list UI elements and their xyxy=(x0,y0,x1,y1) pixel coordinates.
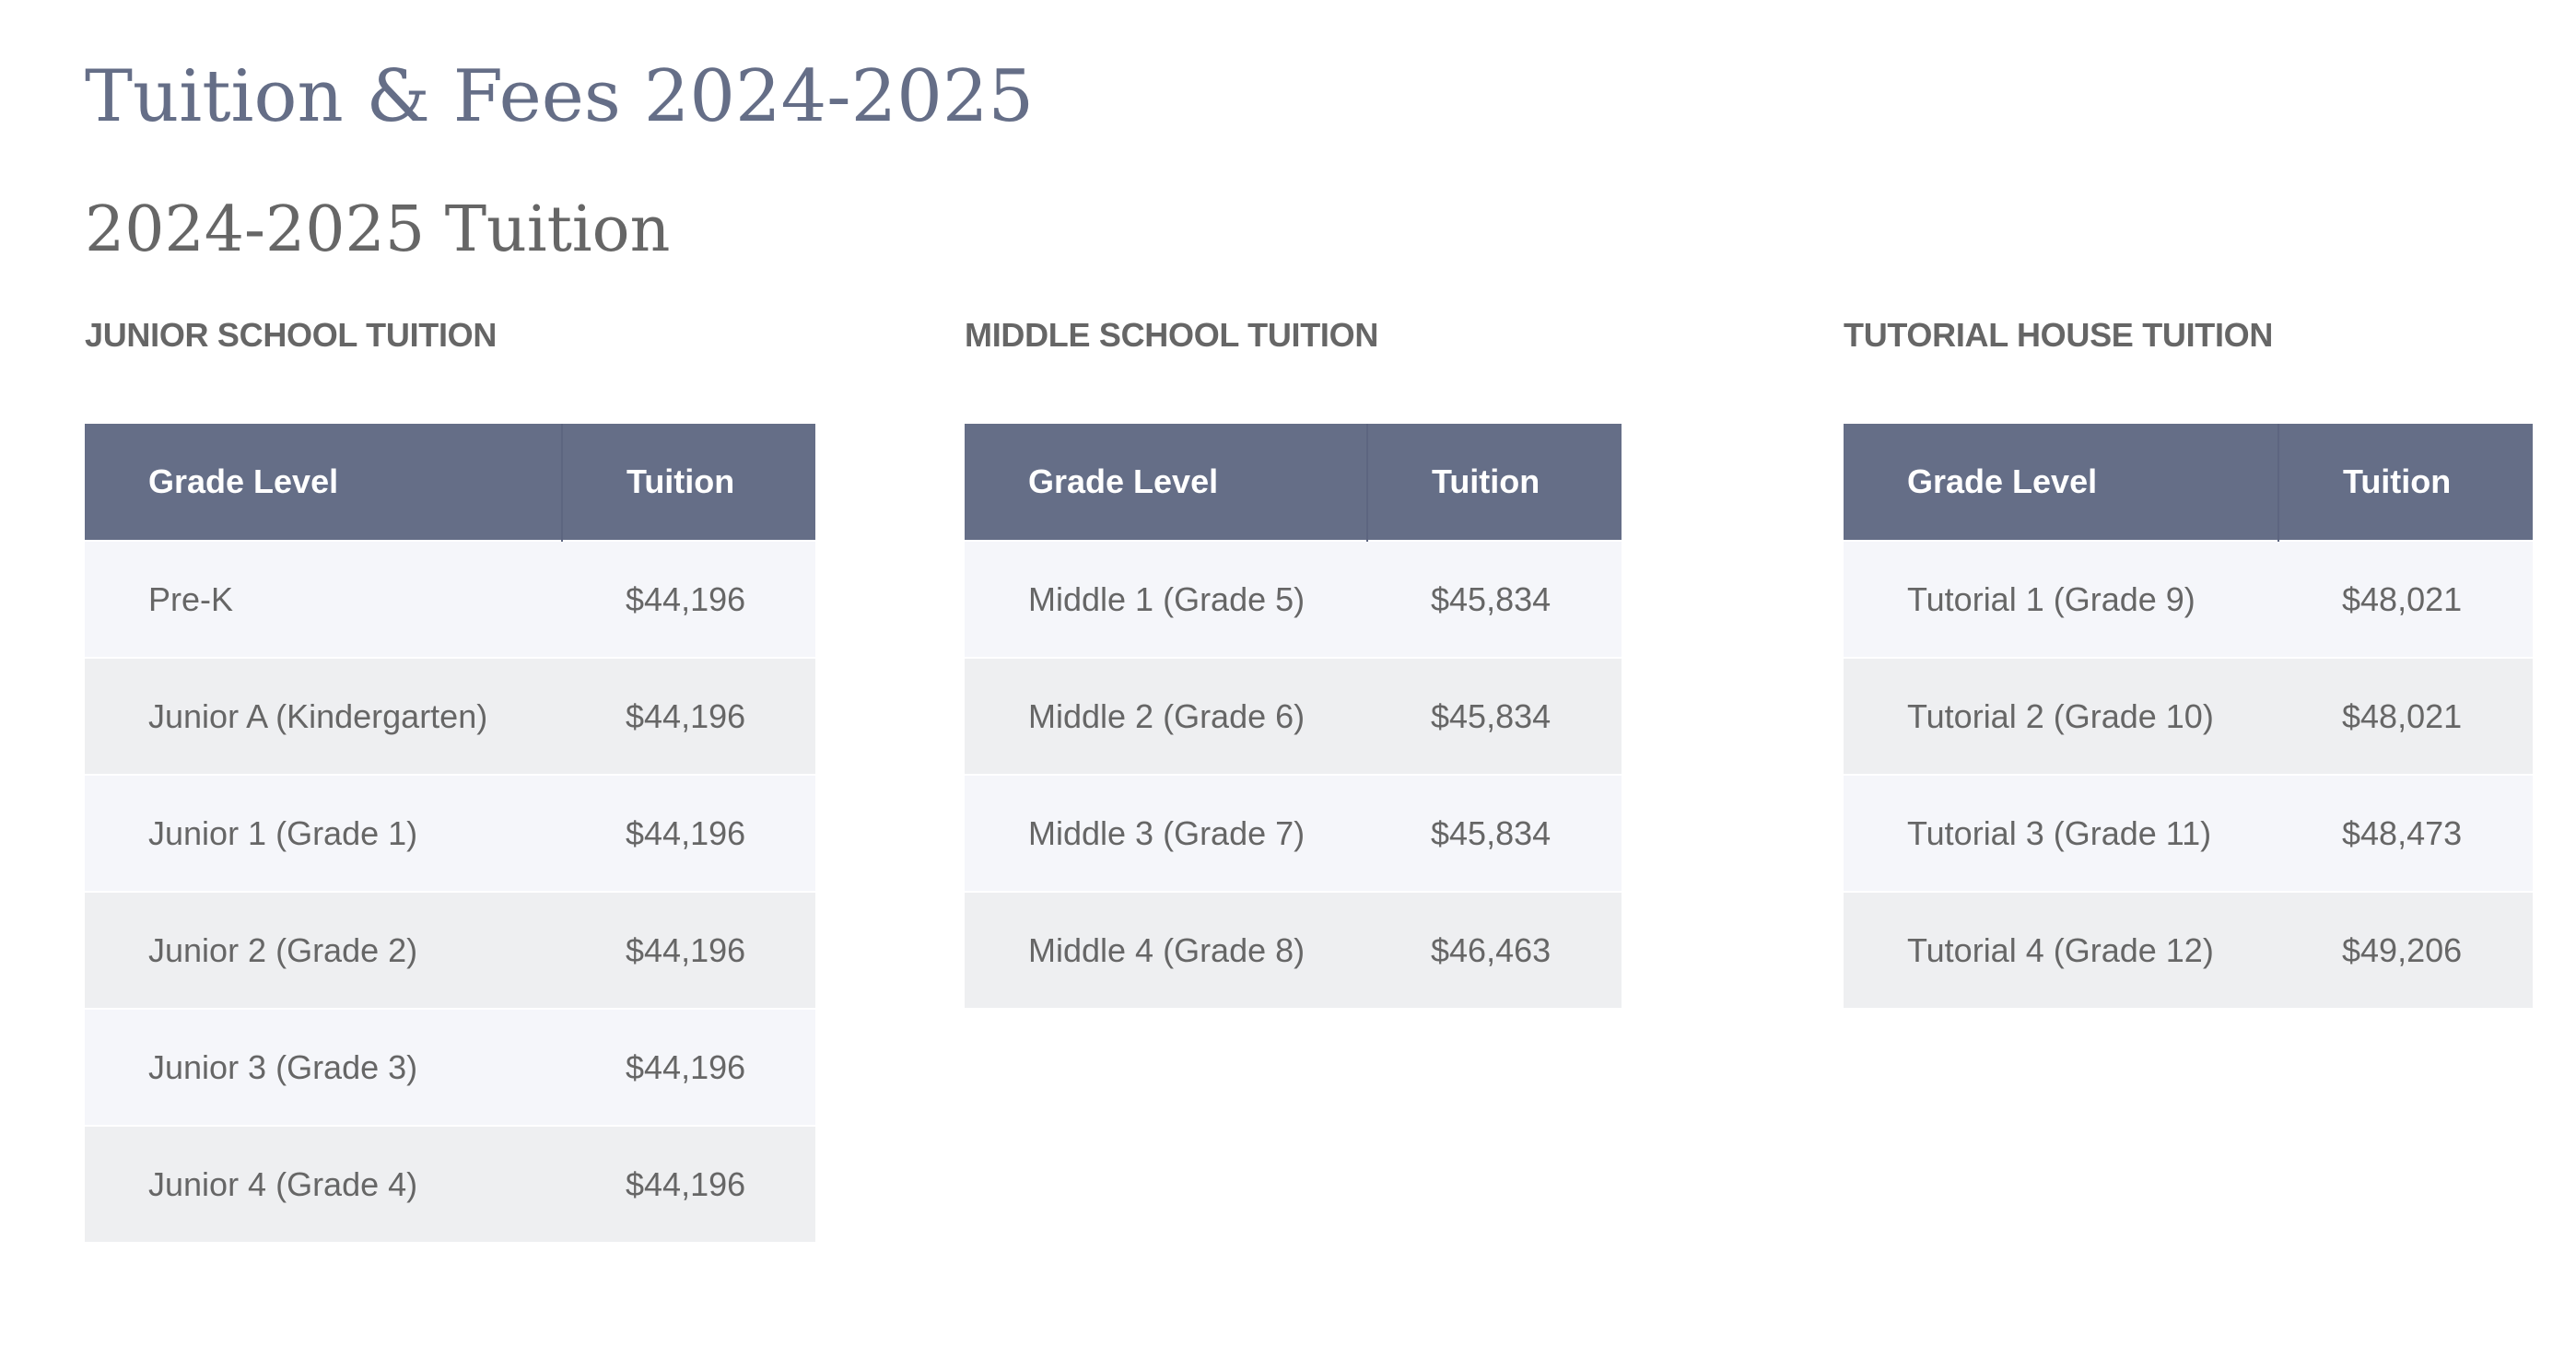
middle-school-section xyxy=(965,313,1622,969)
table-row xyxy=(965,775,1622,892)
tuition-cell: $44,196 xyxy=(562,892,815,1009)
tuition-cell: $48,021 xyxy=(2278,541,2533,658)
table-row xyxy=(1844,892,2533,1008)
grade-cell: Middle 1 (Grade 5) xyxy=(965,541,1367,658)
tuition-cell: $44,196 xyxy=(562,775,815,892)
table-row xyxy=(85,775,815,892)
junior-school-section xyxy=(85,313,815,1203)
tuition-cell: $48,021 xyxy=(2278,658,2533,775)
grade-cell: Middle 4 (Grade 8) xyxy=(965,892,1367,1008)
junior-school-table xyxy=(85,424,815,1242)
page-title: Tuition & Fees 2024-2025 xyxy=(85,55,1035,138)
tutorial-house-heading: TUTORIAL HOUSE TUITION xyxy=(1844,316,2274,354)
grade-cell: Middle 2 (Grade 6) xyxy=(965,658,1367,775)
table-row xyxy=(85,1126,815,1242)
grade-level-column-header: Grade Level xyxy=(85,424,562,541)
tuition-cell: $44,196 xyxy=(562,658,815,775)
tuition-cell: $49,206 xyxy=(2278,892,2533,1008)
junior-school-heading: JUNIOR SCHOOL TUITION xyxy=(85,316,498,354)
middle-school-table xyxy=(965,424,1622,1008)
tuition-cell: $45,834 xyxy=(1367,775,1622,892)
grade-cell: Tutorial 4 (Grade 12) xyxy=(1844,892,2278,1008)
table-row xyxy=(85,892,815,1009)
grade-cell: Tutorial 2 (Grade 10) xyxy=(1844,658,2278,775)
grade-level-column-header: Grade Level xyxy=(1844,424,2278,541)
tuition-cell: $45,834 xyxy=(1367,541,1622,658)
middle-school-heading: MIDDLE SCHOOL TUITION xyxy=(965,316,1379,354)
table-row xyxy=(1844,658,2533,775)
tuition-cell: $44,196 xyxy=(562,1126,815,1242)
grade-cell: Junior 2 (Grade 2) xyxy=(85,892,562,1009)
tuition-cell: $48,473 xyxy=(2278,775,2533,892)
grade-cell: Pre-K xyxy=(85,541,562,658)
section-title: 2024-2025 Tuition xyxy=(85,193,671,266)
table-row xyxy=(85,541,815,658)
tutorial-house-table xyxy=(1844,424,2533,1008)
grade-cell: Junior 4 (Grade 4) xyxy=(85,1126,562,1242)
table-row xyxy=(85,658,815,775)
grade-cell: Junior 3 (Grade 3) xyxy=(85,1009,562,1126)
tuition-cell: $45,834 xyxy=(1367,658,1622,775)
table-row xyxy=(965,541,1622,658)
grade-level-column-header: Grade Level xyxy=(965,424,1367,541)
table-header-row xyxy=(85,424,815,541)
table-header-row xyxy=(965,424,1622,541)
table-row xyxy=(1844,775,2533,892)
table-row xyxy=(85,1009,815,1126)
tutorial-house-section xyxy=(1844,313,2533,969)
table-row xyxy=(1844,541,2533,658)
table-row xyxy=(965,892,1622,1008)
tuition-cell: $44,196 xyxy=(562,1009,815,1126)
grade-cell: Middle 3 (Grade 7) xyxy=(965,775,1367,892)
tuition-column-header: Tuition xyxy=(1367,424,1622,541)
grade-cell: Tutorial 3 (Grade 11) xyxy=(1844,775,2278,892)
grade-cell: Junior A (Kindergarten) xyxy=(85,658,562,775)
table-header-row xyxy=(1844,424,2533,541)
table-row xyxy=(965,658,1622,775)
grade-cell: Junior 1 (Grade 1) xyxy=(85,775,562,892)
tuition-column-header: Tuition xyxy=(2278,424,2533,541)
grade-cell: Tutorial 1 (Grade 9) xyxy=(1844,541,2278,658)
tuition-column-header: Tuition xyxy=(562,424,815,541)
tuition-cell: $44,196 xyxy=(562,541,815,658)
tuition-cell: $46,463 xyxy=(1367,892,1622,1008)
